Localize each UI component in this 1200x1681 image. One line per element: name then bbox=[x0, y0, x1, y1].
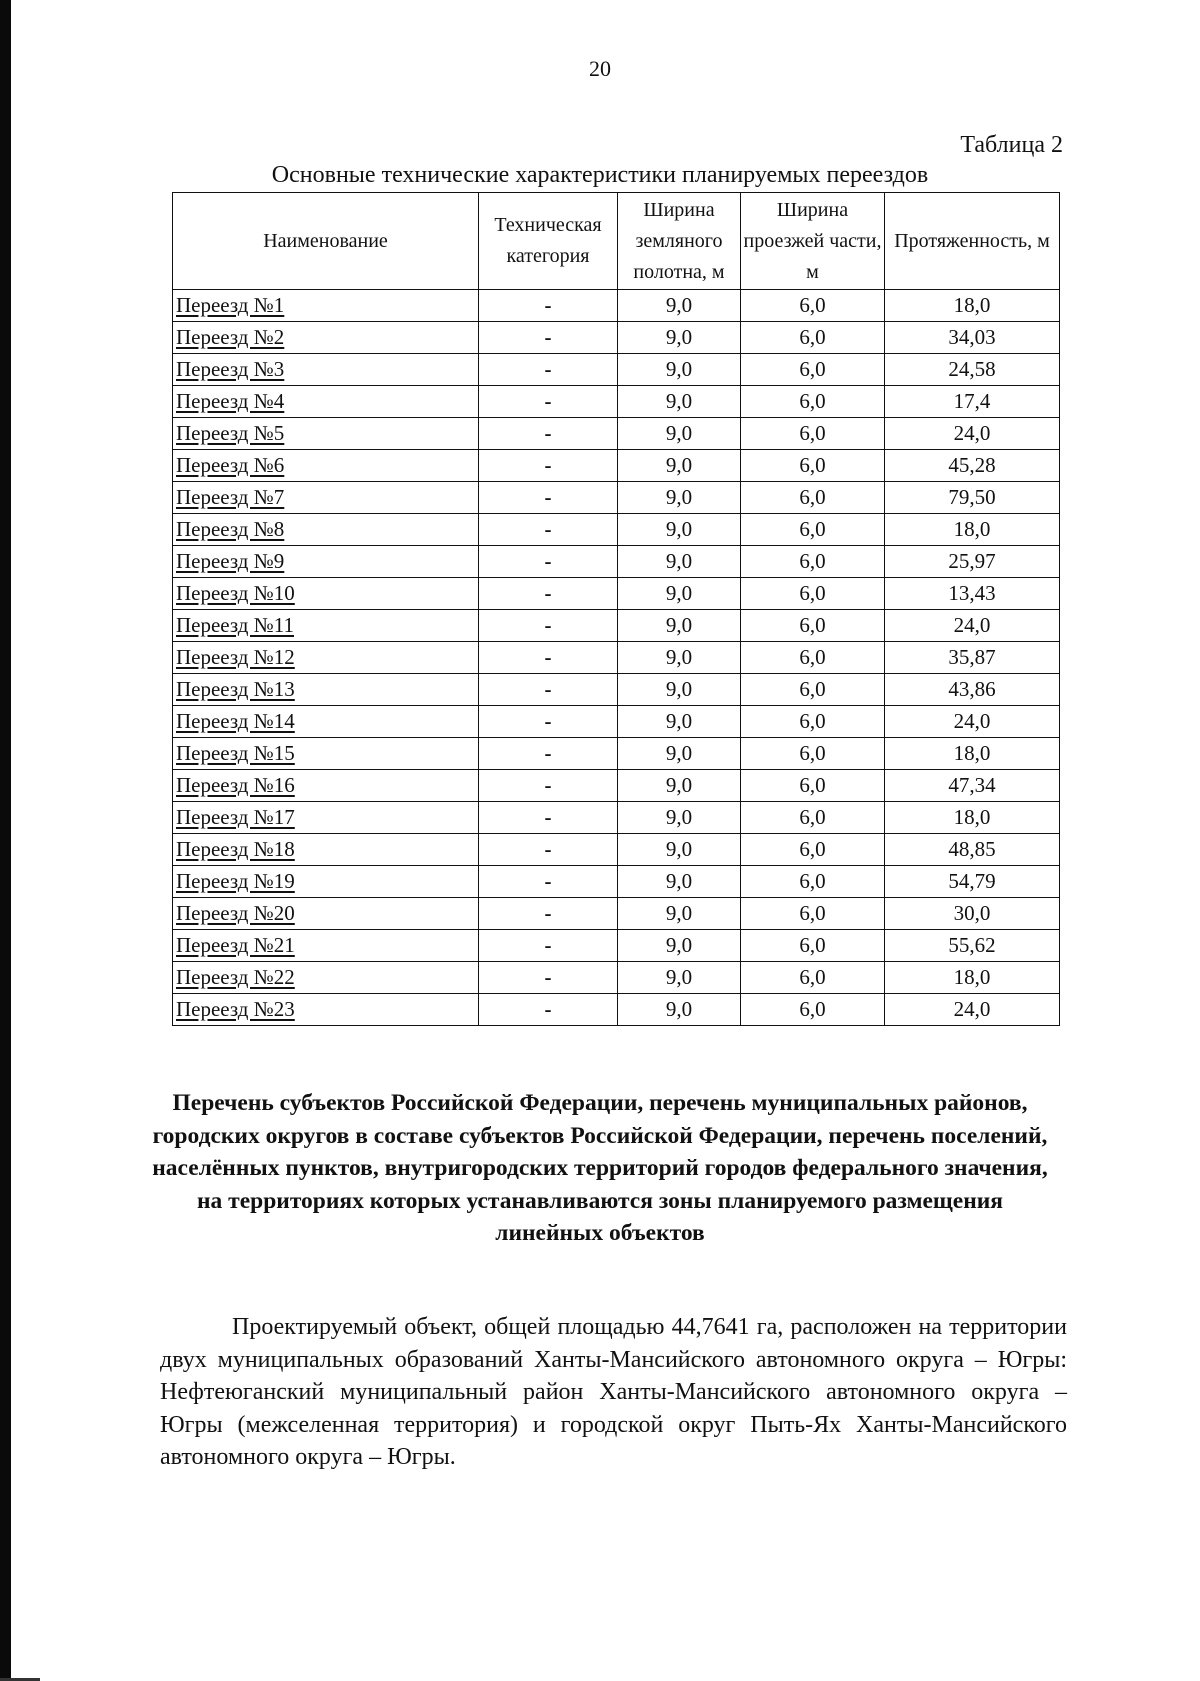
cell-name: Переезд №23 bbox=[173, 994, 479, 1026]
cell-category: - bbox=[479, 962, 618, 994]
cell-roadway-width: 6,0 bbox=[741, 802, 885, 834]
cell-category: - bbox=[479, 674, 618, 706]
cell-name: Переезд №12 bbox=[173, 642, 479, 674]
table-row bbox=[173, 642, 1060, 674]
table-row bbox=[173, 322, 1060, 354]
table-row bbox=[173, 898, 1060, 930]
table-row bbox=[173, 994, 1060, 1026]
cell-length: 54,79 bbox=[885, 866, 1060, 898]
cell-category: - bbox=[479, 706, 618, 738]
table-row bbox=[173, 610, 1060, 642]
cell-name: Переезд №18 bbox=[173, 834, 479, 866]
cell-name: Переезд №19 bbox=[173, 866, 479, 898]
cell-roadway-width: 6,0 bbox=[741, 930, 885, 962]
cell-length: 25,97 bbox=[885, 546, 1060, 578]
cell-name: Переезд №14 bbox=[173, 706, 479, 738]
cell-length: 24,0 bbox=[885, 706, 1060, 738]
table-row bbox=[173, 930, 1060, 962]
cell-roadway-width: 6,0 bbox=[741, 738, 885, 770]
cell-category: - bbox=[479, 930, 618, 962]
cell-roadway-width: 6,0 bbox=[741, 354, 885, 386]
table-row bbox=[173, 738, 1060, 770]
cell-name: Переезд №5 bbox=[173, 418, 479, 450]
cell-category: - bbox=[479, 802, 618, 834]
cell-length: 18,0 bbox=[885, 290, 1060, 322]
cell-length: 24,0 bbox=[885, 610, 1060, 642]
cell-length: 45,28 bbox=[885, 450, 1060, 482]
cell-category: - bbox=[479, 578, 618, 610]
cell-roadway-width: 6,0 bbox=[741, 642, 885, 674]
cell-category: - bbox=[479, 514, 618, 546]
cell-earthwork-width: 9,0 bbox=[618, 450, 741, 482]
cell-category: - bbox=[479, 866, 618, 898]
cell-length: 18,0 bbox=[885, 514, 1060, 546]
table-row bbox=[173, 674, 1060, 706]
cell-roadway-width: 6,0 bbox=[741, 962, 885, 994]
cell-name: Переезд №20 bbox=[173, 898, 479, 930]
cell-name: Переезд №6 bbox=[173, 450, 479, 482]
cell-earthwork-width: 9,0 bbox=[618, 962, 741, 994]
cell-earthwork-width: 9,0 bbox=[618, 834, 741, 866]
cell-name: Переезд №9 bbox=[173, 546, 479, 578]
cell-length: 48,85 bbox=[885, 834, 1060, 866]
header-length: Протяженность, м bbox=[885, 193, 1060, 290]
cell-earthwork-width: 9,0 bbox=[618, 866, 741, 898]
section-heading: Перечень субъектов Российской Федерации, перечень муниципальных районов, городских округов в составе субъектов Российской Федерации, перечень поселений, населённых пунктов, внутригородских территорий городов федерального значения, на территориях которых устанавливаются зоны планируемого размещения линейных объектов bbox=[152, 1090, 1048, 1246]
cell-length: 17,4 bbox=[885, 386, 1060, 418]
cell-length: 43,86 bbox=[885, 674, 1060, 706]
cell-roadway-width: 6,0 bbox=[741, 450, 885, 482]
cell-length: 18,0 bbox=[885, 802, 1060, 834]
header-category: Техническая категория bbox=[479, 193, 618, 290]
cell-name: Переезд №10 bbox=[173, 578, 479, 610]
cell-earthwork-width: 9,0 bbox=[618, 738, 741, 770]
cell-category: - bbox=[479, 610, 618, 642]
crossings-table bbox=[172, 192, 1060, 1026]
page-number: 20 bbox=[589, 56, 611, 81]
cell-roadway-width: 6,0 bbox=[741, 706, 885, 738]
body-paragraph: Проектируемый объект, общей площадью 44,7641 га, расположен на территории двух муниципальных образований Ханты-Мансийского автономного округа – Югры: Нефтеюганский муниципальный район Ханты-Мансийского автономного округа – Югры (межселенная территория) и городской округ Пыть-Ях Ханты-Мансийского автономного округа – Югры. bbox=[160, 1314, 1067, 1470]
cell-category: - bbox=[479, 290, 618, 322]
cell-category: - bbox=[479, 418, 618, 450]
cell-name: Переезд №11 bbox=[173, 610, 479, 642]
table-row bbox=[173, 354, 1060, 386]
table-label: Таблица 2 bbox=[960, 132, 1063, 158]
cell-length: 55,62 bbox=[885, 930, 1060, 962]
table-title: Основные технические характеристики планируемых переездов bbox=[271, 162, 929, 188]
cell-category: - bbox=[479, 450, 618, 482]
table-row bbox=[173, 834, 1060, 866]
table-row bbox=[173, 962, 1060, 994]
cell-roadway-width: 6,0 bbox=[741, 898, 885, 930]
cell-name: Переезд №22 bbox=[173, 962, 479, 994]
cell-earthwork-width: 9,0 bbox=[618, 482, 741, 514]
cell-name: Переезд №7 bbox=[173, 482, 479, 514]
cell-category: - bbox=[479, 738, 618, 770]
cell-earthwork-width: 9,0 bbox=[618, 354, 741, 386]
table-row bbox=[173, 802, 1060, 834]
cell-name: Переезд №21 bbox=[173, 930, 479, 962]
cell-roadway-width: 6,0 bbox=[741, 290, 885, 322]
cell-earthwork-width: 9,0 bbox=[618, 642, 741, 674]
header-roadway-width: Ширина проезжей части, м bbox=[741, 193, 885, 290]
cell-length: 34,03 bbox=[885, 322, 1060, 354]
cell-name: Переезд №13 bbox=[173, 674, 479, 706]
cell-name: Переезд №4 bbox=[173, 386, 479, 418]
cell-category: - bbox=[479, 546, 618, 578]
cell-earthwork-width: 9,0 bbox=[618, 802, 741, 834]
cell-earthwork-width: 9,0 bbox=[618, 386, 741, 418]
cell-category: - bbox=[479, 482, 618, 514]
cell-name: Переезд №16 bbox=[173, 770, 479, 802]
cell-earthwork-width: 9,0 bbox=[618, 578, 741, 610]
cell-roadway-width: 6,0 bbox=[741, 834, 885, 866]
cell-length: 47,34 bbox=[885, 770, 1060, 802]
cell-length: 24,0 bbox=[885, 418, 1060, 450]
cell-name: Переезд №2 bbox=[173, 322, 479, 354]
cell-roadway-width: 6,0 bbox=[741, 994, 885, 1026]
scan-edge bbox=[0, 0, 11, 1681]
cell-category: - bbox=[479, 834, 618, 866]
cell-category: - bbox=[479, 994, 618, 1026]
table-body bbox=[173, 290, 1060, 1026]
table-row bbox=[173, 290, 1060, 322]
table-row bbox=[173, 706, 1060, 738]
table-row bbox=[173, 386, 1060, 418]
cell-roadway-width: 6,0 bbox=[741, 770, 885, 802]
cell-earthwork-width: 9,0 bbox=[618, 930, 741, 962]
cell-length: 24,58 bbox=[885, 354, 1060, 386]
cell-roadway-width: 6,0 bbox=[741, 322, 885, 354]
cell-category: - bbox=[479, 898, 618, 930]
cell-roadway-width: 6,0 bbox=[741, 386, 885, 418]
cell-name: Переезд №8 bbox=[173, 514, 479, 546]
cell-earthwork-width: 9,0 bbox=[618, 770, 741, 802]
table-row bbox=[173, 770, 1060, 802]
table-row bbox=[173, 514, 1060, 546]
table-row bbox=[173, 418, 1060, 450]
cell-length: 24,0 bbox=[885, 994, 1060, 1026]
table-row bbox=[173, 450, 1060, 482]
cell-roadway-width: 6,0 bbox=[741, 418, 885, 450]
cell-category: - bbox=[479, 386, 618, 418]
cell-roadway-width: 6,0 bbox=[741, 514, 885, 546]
cell-roadway-width: 6,0 bbox=[741, 482, 885, 514]
cell-category: - bbox=[479, 354, 618, 386]
cell-roadway-width: 6,0 bbox=[741, 866, 885, 898]
cell-earthwork-width: 9,0 bbox=[618, 322, 741, 354]
cell-name: Переезд №15 bbox=[173, 738, 479, 770]
header-name: Наименование bbox=[173, 193, 479, 290]
cell-earthwork-width: 9,0 bbox=[618, 514, 741, 546]
cell-roadway-width: 6,0 bbox=[741, 546, 885, 578]
cell-category: - bbox=[479, 642, 618, 674]
cell-earthwork-width: 9,0 bbox=[618, 418, 741, 450]
cell-roadway-width: 6,0 bbox=[741, 610, 885, 642]
cell-earthwork-width: 9,0 bbox=[618, 674, 741, 706]
table-row bbox=[173, 578, 1060, 610]
cell-category: - bbox=[479, 770, 618, 802]
cell-length: 79,50 bbox=[885, 482, 1060, 514]
cell-length: 35,87 bbox=[885, 642, 1060, 674]
cell-length: 30,0 bbox=[885, 898, 1060, 930]
cell-roadway-width: 6,0 bbox=[741, 578, 885, 610]
cell-earthwork-width: 9,0 bbox=[618, 706, 741, 738]
cell-name: Переезд №3 bbox=[173, 354, 479, 386]
table-row bbox=[173, 482, 1060, 514]
cell-name: Переезд №1 bbox=[173, 290, 479, 322]
cell-earthwork-width: 9,0 bbox=[618, 610, 741, 642]
table-header-row bbox=[173, 193, 1060, 290]
header-earthwork-width: Ширина земляного полотна, м bbox=[618, 193, 741, 290]
table-row bbox=[173, 866, 1060, 898]
cell-length: 18,0 bbox=[885, 738, 1060, 770]
cell-category: - bbox=[479, 322, 618, 354]
cell-length: 18,0 bbox=[885, 962, 1060, 994]
cell-earthwork-width: 9,0 bbox=[618, 898, 741, 930]
cell-roadway-width: 6,0 bbox=[741, 674, 885, 706]
cell-earthwork-width: 9,0 bbox=[618, 290, 741, 322]
cell-earthwork-width: 9,0 bbox=[618, 994, 741, 1026]
cell-earthwork-width: 9,0 bbox=[618, 546, 741, 578]
table-row bbox=[173, 546, 1060, 578]
cell-length: 13,43 bbox=[885, 578, 1060, 610]
cell-name: Переезд №17 bbox=[173, 802, 479, 834]
